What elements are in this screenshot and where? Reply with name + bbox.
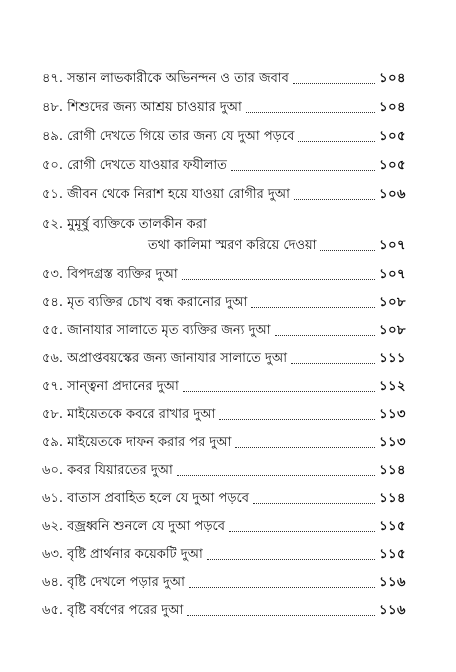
toc-entry-title: ৬৪. বৃষ্টি দেখলে পড়ার দুআ [42, 575, 185, 590]
toc-entry-title-continuation: তথা কালিমা স্মরণ করিয়ে দেওয়া [148, 238, 317, 253]
toc-entry [42, 402, 406, 424]
dot-leader [320, 249, 375, 251]
dot-leader [187, 614, 375, 616]
toc-entry-page: ১১১ [379, 351, 406, 366]
toc-entry-title: ৫৯. মাইয়েতকে দাফন করার পর দুআ [42, 435, 232, 450]
toc-entry-page: ১০৮ [379, 323, 406, 338]
toc-entry [42, 95, 406, 117]
toc-entry [42, 346, 406, 368]
toc-entry-page: ১০৮ [379, 295, 406, 310]
dot-leader [235, 446, 375, 448]
toc-entry [42, 458, 406, 480]
toc-entry-page: ১০৫ [379, 129, 406, 144]
toc-entry [42, 514, 406, 536]
toc-entry [42, 318, 406, 340]
toc-entry-title: ৫৬. অপ্রাপ্তবয়স্কের জন্য জানাযার সালাতে দুআ [42, 351, 288, 366]
toc-entry-title: ৪৮. শিশুদের জন্য আশ্রয় চাওয়ার দুআ [42, 100, 242, 115]
dot-leader [275, 334, 376, 336]
toc-entry-continuation [148, 233, 406, 255]
toc-entry-page: ১০৪ [379, 71, 406, 86]
toc-entry [42, 124, 406, 146]
toc-entry-page: ১০৬ [379, 187, 406, 202]
toc-entry-page: ১১৪ [379, 463, 406, 478]
toc-entry-title: ৫২. মুমূর্ষু ব্যক্তিকে তালকীন করা [42, 217, 207, 232]
toc-entry-page: ১১৬ [379, 603, 406, 618]
dot-leader [182, 278, 376, 280]
toc-entry [42, 570, 406, 592]
toc-entry-title: ৫৮. মাইয়েতকে কবরে রাখার দুআ [42, 407, 216, 422]
toc-entry-title: ৫১. জীবন থেকে নিরাশ হয়ে যাওয়া রোগীর দুআ [42, 187, 290, 202]
toc-entry-title: ৬২. বজ্রধ্বনি শুনলে যে দুআ পড়বে [42, 519, 225, 534]
toc-entry [42, 430, 406, 452]
toc-entry [42, 486, 406, 508]
dot-leader [291, 362, 375, 364]
toc-entry-title: ৫৪. মৃত ব্যক্তির চোখ বন্ধ করানোর দুআ [42, 295, 248, 310]
toc-entry-title: ৬১. বাতাস প্রবাহিত হলে যে দুআ পড়বে [42, 491, 250, 506]
toc-entry-page: ১১৬ [379, 575, 406, 590]
toc-entry [42, 182, 406, 204]
toc-entry-page: ১১৩ [379, 435, 406, 450]
toc-entry-page: ১০৭ [379, 238, 406, 253]
toc-entry-title: ৪৭. সন্তান লাভকারীকে অভিনন্দন ও তার জবাব [42, 71, 289, 86]
toc-entry-page: ১১২ [379, 379, 406, 394]
toc-entry-title: ৫৭. সান্ত্বনা প্রদানের দুআ [42, 379, 179, 394]
dot-leader [177, 474, 375, 476]
toc-entry-page: ১১৩ [379, 407, 406, 422]
toc-entry-title: ৬৩. বৃষ্টি প্রার্থনার কয়েকটি দুআ [42, 547, 203, 562]
toc-entry [42, 262, 406, 284]
toc-entry-page: ১০৫ [379, 158, 406, 173]
dot-leader [293, 82, 375, 84]
toc-entry-title: ৪৯. রোগী দেখতে গিয়ে তার জন্য যে দুআ পড়বে [42, 129, 295, 144]
toc-entry [42, 290, 406, 312]
toc-entry-page: ১১৫ [379, 547, 406, 562]
toc-entry-title: ৫০. রোগী দেখতে যাওয়ার ফযীলাত [42, 158, 227, 173]
toc-entry-title: ৬৫. বৃষ্টি বর্ষণের পরের দুআ [42, 603, 184, 618]
dot-leader [231, 169, 375, 171]
dot-leader [294, 198, 375, 200]
toc-entry-page: ১০৭ [379, 267, 406, 282]
toc-entry-title: ৫৫. জানাযার সালাতে মৃত ব্যক্তির জন্য দুআ [42, 323, 271, 338]
toc-entry-page: ১০৪ [379, 100, 406, 115]
toc-entry-title: ৬০. কবর যিয়ারতের দুআ [42, 463, 173, 478]
toc-entry [42, 542, 406, 564]
toc-entry-page: ১১৪ [379, 491, 406, 506]
toc-entry [42, 153, 406, 175]
dot-leader [207, 558, 375, 560]
toc-entry [42, 66, 406, 88]
dot-leader [298, 140, 375, 142]
dot-leader [253, 502, 375, 504]
dot-leader [219, 418, 375, 420]
toc-entry [42, 598, 406, 620]
toc-entry-title: ৫৩. বিপদগ্রস্ত ব্যক্তির দুআ [42, 267, 178, 282]
dot-leader [251, 306, 375, 308]
dot-leader [246, 111, 375, 113]
dot-leader [229, 530, 375, 532]
dot-leader [189, 586, 375, 588]
dot-leader [183, 390, 375, 392]
toc-entry-page: ১১৫ [379, 519, 406, 534]
toc-entry [42, 374, 406, 396]
